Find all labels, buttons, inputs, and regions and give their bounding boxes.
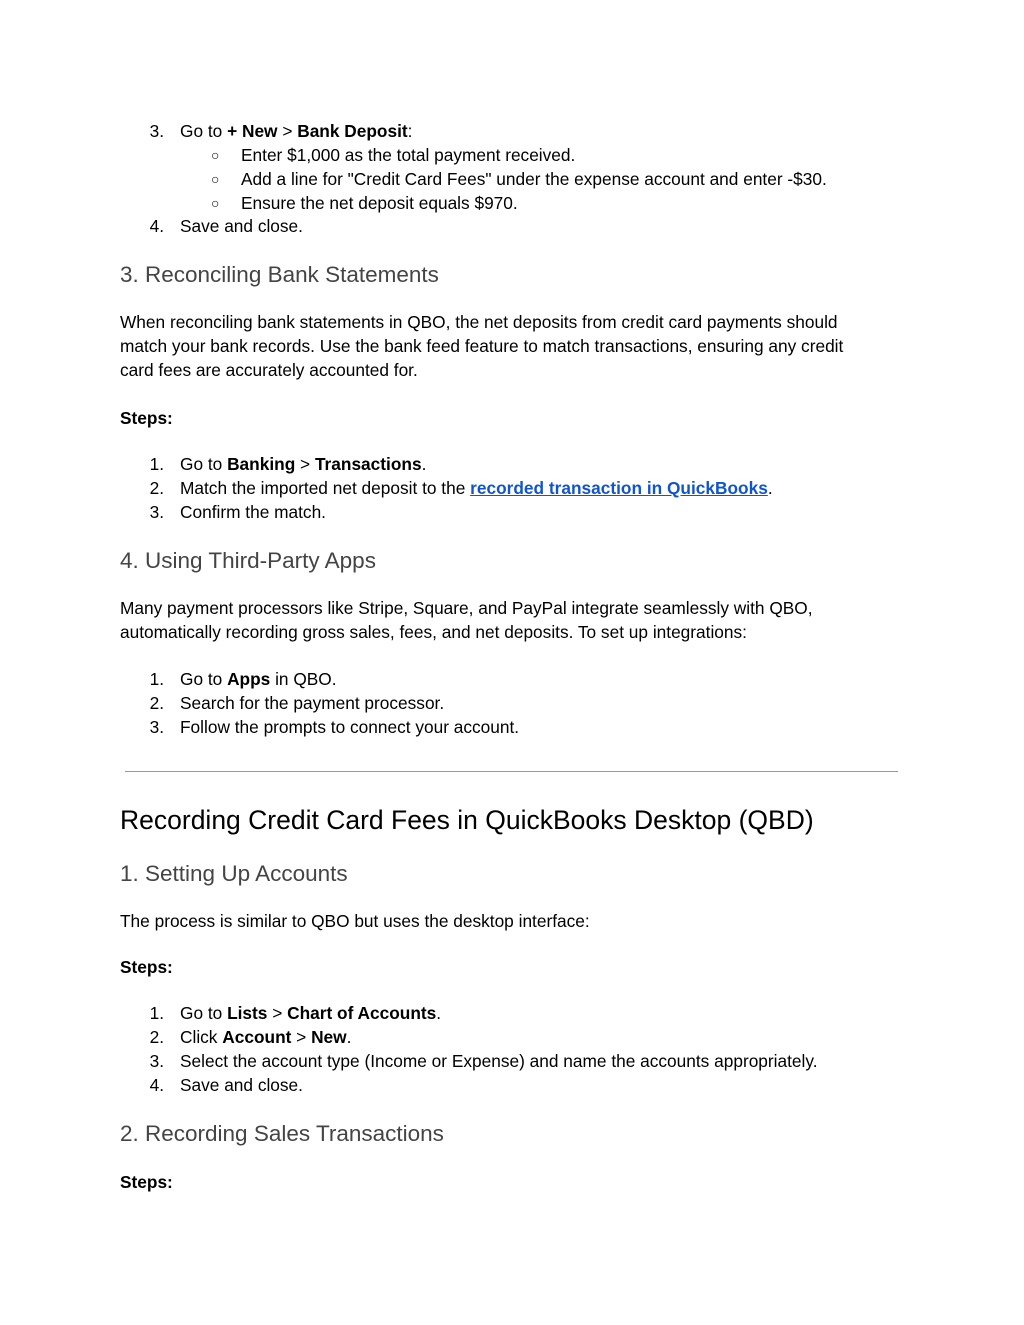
list-number: 4. (149, 216, 164, 236)
section-heading-third-party: 4. Using Third-Party Apps (120, 548, 376, 573)
list-number: 2. (149, 693, 164, 713)
paragraph-line: match your bank records. Use the bank feed feature to match transactions, ensuring any credit (120, 336, 844, 356)
steps-label: Steps: (120, 408, 173, 428)
list-number: 3. (149, 502, 164, 522)
list-item: Click Account > New. (180, 1027, 352, 1047)
list-item-save: Save and close. (180, 216, 303, 236)
list-item: Go to Lists > Chart of Accounts. (180, 1003, 442, 1023)
list-number: 2. (149, 478, 164, 498)
steps-label: Steps: (120, 1172, 173, 1192)
bullet-icon: ○ (211, 147, 220, 163)
list-item-bank-deposit: Go to + New > Bank Deposit: (180, 121, 413, 141)
section-heading-reconciling: 3. Reconciling Bank Statements (120, 262, 439, 287)
horizontal-divider (125, 771, 898, 772)
list-item: Save and close. (180, 1075, 303, 1095)
list-item: Match the imported net deposit to the recorded transaction in QuickBooks. (180, 478, 773, 498)
recorded-transaction-link[interactable]: recorded transaction in QuickBooks (470, 478, 768, 498)
list-number: 2. (149, 1027, 164, 1047)
page-section-title: Recording Credit Card Fees in QuickBooks Desktop (QBD) (120, 805, 814, 835)
paragraph-line: The process is similar to QBO but uses the desktop interface: (120, 911, 590, 931)
list-item: Follow the prompts to connect your account. (180, 717, 520, 737)
paragraph-line: card fees are accurately accounted for. (120, 360, 418, 380)
paragraph-line: When reconciling bank statements in QBO, the net deposits from credit card payments should (120, 312, 838, 332)
list-number: 3. (149, 121, 164, 141)
paragraph-line: Many payment processors like Stripe, Square, and PayPal integrate seamlessly with QBO, (120, 598, 813, 618)
list-item: Go to Apps in QBO. (180, 669, 337, 689)
list-item: Go to Banking > Transactions. (180, 454, 427, 474)
list-number: 1. (149, 1003, 164, 1023)
paragraph-line: automatically recording gross sales, fees, and net deposits. To set up integrations: (120, 622, 747, 642)
section-heading-sales: 2. Recording Sales Transactions (120, 1121, 444, 1146)
bullet-icon: ○ (211, 195, 220, 211)
list-number: 4. (149, 1075, 164, 1095)
sub-list-item: Add a line for "Credit Card Fees" under the expense account and enter -$30. (241, 169, 827, 189)
list-item: Confirm the match. (180, 502, 326, 522)
steps-label: Steps: (120, 957, 173, 977)
bullet-icon: ○ (211, 171, 220, 187)
list-item: Select the account type (Income or Expense) and name the accounts appropriately. (180, 1051, 818, 1071)
section-heading-setup: 1. Setting Up Accounts (120, 861, 348, 886)
list-number: 1. (149, 669, 164, 689)
sub-list-item: Ensure the net deposit equals $970. (241, 193, 518, 213)
list-number: 3. (149, 1051, 164, 1071)
list-item: Search for the payment processor. (180, 693, 445, 713)
list-number: 3. (149, 717, 164, 737)
sub-list-item: Enter $1,000 as the total payment received. (241, 145, 576, 165)
list-number: 1. (149, 454, 164, 474)
